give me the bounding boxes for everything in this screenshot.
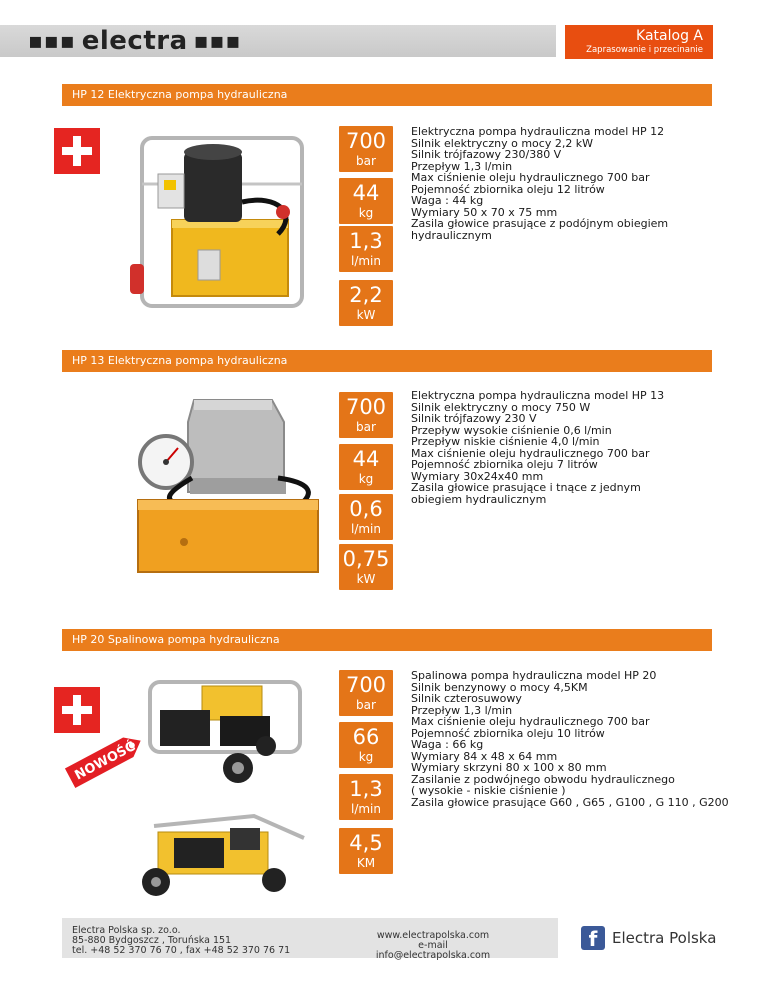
description-line: ( wysokie - niskie ciśnienie )	[411, 784, 566, 797]
spec-pressure	[339, 670, 393, 716]
description-line: Pojemność zbiornika oleju 7 litrów	[411, 458, 598, 471]
description-line: Silnik czterosuwowy	[411, 692, 522, 705]
description-line: obiegiem hydraulicznym	[411, 492, 547, 506]
description-hp20	[411, 670, 729, 808]
description-line: Elektryczna pompa hydrauliczna model HP 12	[411, 125, 665, 138]
product-image-hp13	[128, 382, 324, 582]
spec-value: 700	[345, 129, 387, 153]
spec-unit: l/min	[350, 802, 381, 816]
spec-unit: bar	[356, 154, 376, 168]
spec-value: 1,3	[349, 229, 383, 253]
electric-pump-hp13-illustration	[128, 382, 324, 582]
spec-value: 44	[352, 181, 380, 205]
petrol-pump-hp20-illustration	[140, 676, 316, 786]
description-hp13	[411, 390, 664, 505]
section-title-hp20: HP 20 Spalinowa pompa hydrauliczna	[62, 629, 712, 651]
footer-line: Electra Polska sp. zo.o.	[72, 925, 181, 936]
logo-dots-right: ▪▪▪	[193, 28, 242, 54]
spec-pressure	[339, 392, 393, 438]
footer-company	[72, 926, 290, 956]
description-line: Elektryczna pompa hydrauliczna model HP 13	[411, 389, 665, 402]
description-line: Przepływ niskie ciśnienie 4,0 l/min	[411, 435, 600, 448]
spec-power	[339, 828, 393, 874]
spec-power	[339, 280, 393, 326]
description-line: Wymiary 50 x 70 x 75 mm	[411, 205, 558, 219]
spec-unit: KM	[356, 856, 376, 870]
description-line: Pojemność zbiornika oleju 12 litrów	[411, 182, 605, 196]
product-image-hp20-front	[140, 676, 316, 786]
description-line: Przepływ wysokie ciśnienie 0,6 l/min	[411, 423, 612, 437]
spec-pressure	[339, 126, 393, 172]
description-line: Silnik trójfazowy 230 V	[411, 412, 537, 425]
spec-unit: kg	[358, 750, 374, 764]
description-line: Waga : 66 kg	[411, 738, 484, 751]
description-line: Pojemność zbiornika oleju 10 litrów	[411, 726, 605, 740]
new-badge-text: NOWOŚĆ	[72, 739, 139, 784]
product-image-hp12	[128, 124, 318, 314]
spec-flow	[339, 774, 393, 820]
description-line: Max ciśnienie oleju hydraulicznego 700 bar	[411, 715, 650, 728]
spec-value: 1,3	[349, 777, 383, 801]
description-line: Zasila głowice prasujące G60 , G65 , G100 , G 110 , G200	[411, 795, 729, 809]
description-line: Przepływ 1,3 l/min	[411, 703, 513, 717]
description-line: Wymiary 30x24x40 mm	[411, 469, 544, 483]
product-image-hp20-side	[134, 808, 310, 900]
spec-value: 4,5	[349, 831, 383, 855]
catalog-badge	[565, 25, 713, 59]
spec-unit: kW	[356, 308, 376, 322]
description-line: Silnik elektryczny o mocy 750 W	[411, 400, 591, 414]
section-title-hp12: HP 12 Elektryczna pompa hydrauliczna	[62, 84, 712, 106]
description-line: Max ciśnienie oleju hydraulicznego 700 bar	[411, 171, 650, 184]
description-line: hydraulicznym	[411, 228, 492, 242]
electra-logo	[28, 26, 241, 56]
spec-unit: kg	[358, 472, 374, 486]
spec-unit: bar	[356, 420, 376, 434]
catalog-title: Katalog A	[636, 28, 703, 44]
section-title-hp13: HP 13 Elektryczna pompa hydrauliczna	[62, 350, 712, 372]
description-line: Spalinowa pompa hydrauliczna model HP 20	[411, 669, 657, 682]
description-line: Zasila głowice prasujące i tnące z jednym	[411, 481, 641, 494]
footer-email-link[interactable]: e-mail info@electrapolska.com	[375, 940, 491, 961]
catalog-subtitle: Zaprasowanie i przecinanie	[586, 45, 703, 55]
spec-weight	[339, 722, 393, 768]
spec-unit: bar	[356, 698, 376, 712]
description-line: Zasilanie z podwójnego obwodu hydraulicznego	[411, 772, 675, 786]
spec-flow	[339, 226, 393, 272]
spec-value: 700	[345, 673, 387, 697]
spec-value: 2,2	[349, 283, 383, 307]
description-line: Przepływ 1,3 l/min	[411, 159, 513, 173]
facebook-label[interactable]: Electra Polska	[612, 929, 717, 947]
footer-line: 85-880 Bydgoszcz , Toruńska 151	[72, 935, 232, 946]
description-line: Waga : 44 kg	[411, 194, 484, 207]
spec-unit: l/min	[350, 254, 381, 268]
electric-pump-hp12-illustration	[128, 124, 318, 314]
spec-power	[339, 544, 393, 590]
description-line: Silnik trójfazowy 230/380 V	[411, 148, 562, 161]
petrol-pump-hp20-side-illustration	[134, 808, 310, 900]
spec-value: 0,6	[349, 497, 383, 521]
spec-unit: kW	[356, 572, 376, 586]
description-line: Max ciśnienie oleju hydraulicznego 700 bar	[411, 446, 650, 460]
description-line: Wymiary 84 x 48 x 64 mm	[411, 749, 558, 763]
description-line: Wymiary skrzyni 80 x 100 x 80 mm	[411, 761, 607, 774]
spec-flow	[339, 494, 393, 540]
new-badge	[63, 727, 151, 796]
footer-contact	[360, 931, 506, 961]
spec-value: 44	[352, 447, 380, 471]
spec-value: 66	[352, 725, 380, 749]
swiss-flag-icon	[54, 687, 100, 733]
spec-unit: l/min	[350, 522, 381, 536]
spec-value: 700	[345, 395, 387, 419]
facebook-icon[interactable]: f	[581, 926, 605, 950]
swiss-flag-icon	[54, 128, 100, 174]
description-hp12	[411, 126, 668, 241]
logo-word: electra	[81, 26, 188, 56]
footer-line: tel. +48 52 370 76 70 , fax +48 52 370 76 71	[72, 945, 291, 956]
description-line: Zasila głowice prasujące z podójnym obiegiem	[411, 217, 669, 230]
spec-weight	[339, 444, 393, 490]
description-line: Silnik elektryczny o mocy 2,2 kW	[411, 136, 594, 150]
description-line: Silnik benzynowy o mocy 4,5KM	[411, 680, 588, 694]
spec-weight	[339, 178, 393, 224]
new-tag-icon	[63, 727, 149, 792]
spec-value: 0,75	[342, 547, 390, 571]
spec-unit: kg	[358, 206, 374, 220]
logo-dots-left: ▪▪▪	[28, 28, 76, 54]
footer-website-link[interactable]: www.electrapolska.com	[376, 930, 490, 941]
